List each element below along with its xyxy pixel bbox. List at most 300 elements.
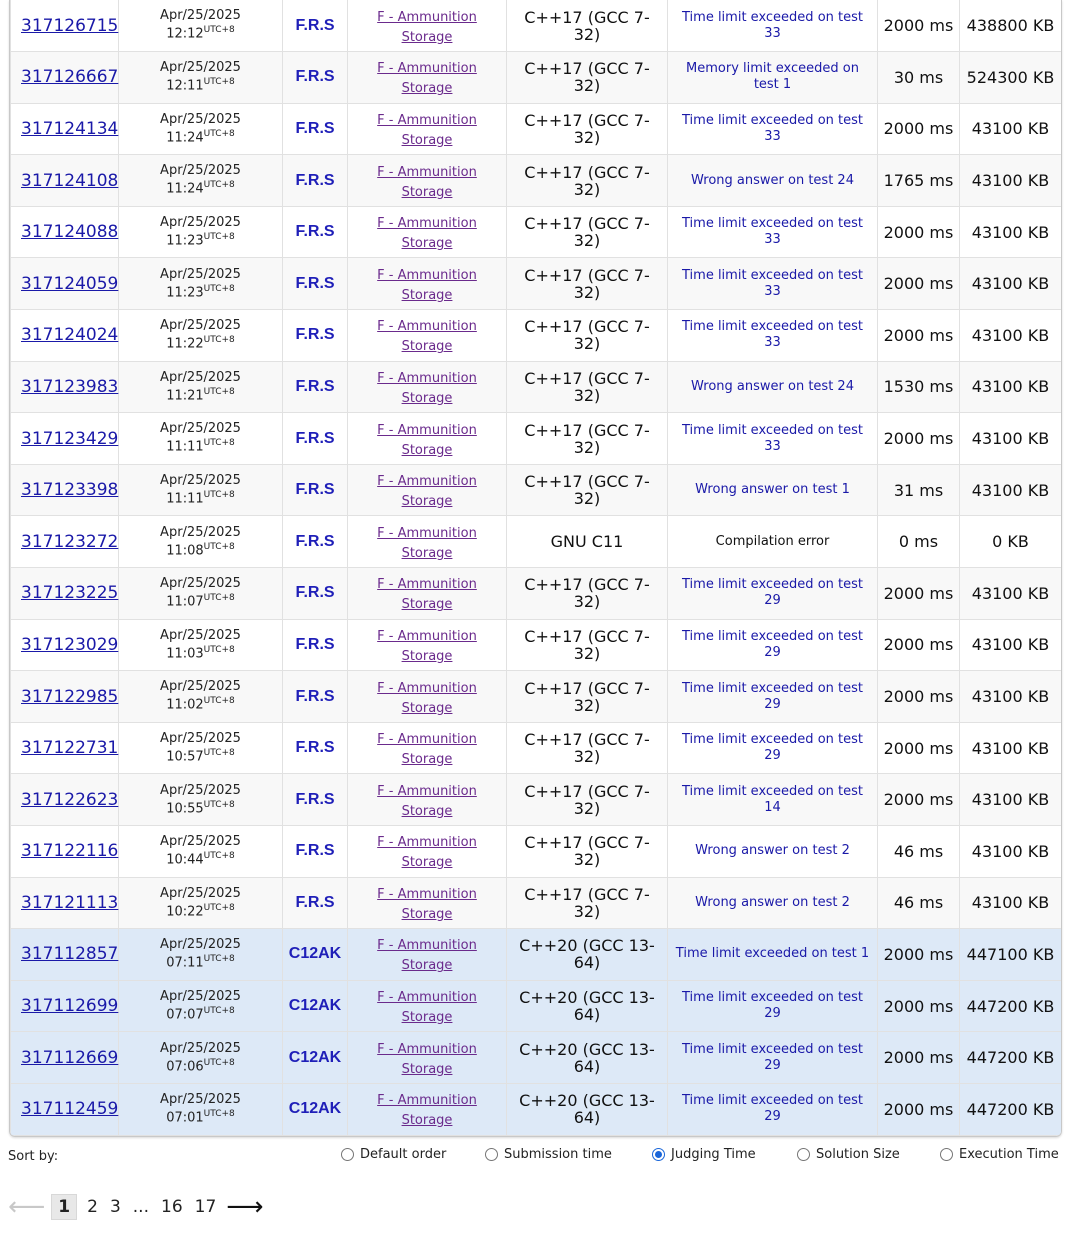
submission-id-cell: [11, 310, 119, 362]
submission-date: Apr/25/2025: [160, 421, 241, 437]
memory-used-value: 43100 KB: [971, 583, 1050, 603]
submission-id-link[interactable]: 317122985: [21, 686, 119, 707]
pagination-ellipsis: ...: [132, 1197, 149, 1217]
memory-used-cell: [960, 516, 1062, 568]
language-label: C++17 (GCC 7-32): [524, 110, 650, 147]
language-label: C++17 (GCC 7-32): [524, 472, 650, 509]
submission-id-link[interactable]: 317126715: [21, 15, 119, 36]
submissions-table: [10, 0, 1062, 1136]
verdict-cell: [668, 155, 878, 207]
time-used-value: 1765 ms: [883, 171, 954, 191]
time-used-cell: [878, 516, 960, 568]
submission-id-link[interactable]: 317122116: [21, 841, 119, 862]
memory-used-value: 43100 KB: [971, 222, 1050, 242]
memory-used-cell: [960, 568, 1062, 620]
submission-date: Apr/25/2025: [160, 524, 241, 540]
submission-time-cell: [119, 671, 283, 723]
memory-used-cell: [960, 52, 1062, 104]
verdict-label: Time limit exceeded on test 29: [682, 1041, 863, 1073]
problem-cell: [348, 516, 507, 568]
submission-row: [11, 310, 1062, 362]
submission-time-cell: [119, 568, 283, 620]
verdict-label: Time limit exceeded on test 33: [682, 422, 863, 454]
problem-link[interactable]: F - Ammunition Storage: [377, 422, 477, 458]
time-used-value: 1530 ms: [883, 377, 954, 397]
language-label: C++17 (GCC 7-32): [524, 678, 650, 715]
language-label: C++17 (GCC 7-32): [524, 7, 650, 44]
time-used-cell: [878, 568, 960, 620]
submission-clock: 11:07: [166, 594, 204, 610]
author-cell: [283, 1083, 348, 1135]
memory-used-value: 43100 KB: [971, 893, 1050, 913]
submission-clock: 11:11: [166, 491, 204, 507]
verdict-label: Time limit exceeded on test 29: [682, 628, 863, 660]
memory-used-value: 447200 KB: [966, 1099, 1055, 1119]
submission-id-cell: [11, 258, 119, 310]
author-cell: [283, 722, 348, 774]
verdict-label: Wrong answer on test 2: [695, 894, 850, 910]
memory-used-cell: [960, 155, 1062, 207]
problem-link[interactable]: F - Ammunition Storage: [377, 990, 477, 1026]
submission-row: [11, 206, 1062, 258]
submission-id-cell: [11, 826, 119, 878]
timezone-label: UTC+8: [203, 489, 235, 500]
submission-row: [11, 980, 1062, 1032]
memory-used-cell: [960, 929, 1062, 981]
author-cell: [283, 103, 348, 155]
author-cell: [283, 516, 348, 568]
verdict-label: Time limit exceeded on test 29: [682, 990, 863, 1022]
submission-id-cell: [11, 361, 119, 413]
language-cell: [507, 774, 668, 826]
problem-link[interactable]: F - Ammunition Storage: [377, 61, 477, 97]
language-cell: [507, 568, 668, 620]
sort-option-label: Judging Time: [671, 1147, 756, 1162]
language-cell: [507, 0, 668, 52]
submission-date: Apr/25/2025: [160, 627, 241, 643]
author-link[interactable]: F.R.S: [295, 377, 335, 395]
language-label: C++17 (GCC 7-32): [524, 420, 650, 457]
submission-time-cell: [119, 980, 283, 1032]
author-link[interactable]: F.R.S: [295, 790, 335, 808]
problem-link[interactable]: F - Ammunition Storage: [377, 216, 477, 252]
author-link[interactable]: F.R.S: [295, 687, 335, 705]
verdict-cell: [668, 826, 878, 878]
next-page-arrow-icon[interactable]: ⟶: [226, 1192, 264, 1222]
submissions-tbody: [11, 0, 1062, 1135]
verdict-cell: [668, 258, 878, 310]
submission-row: [11, 0, 1062, 52]
author-cell: [283, 258, 348, 310]
submission-date: Apr/25/2025: [160, 60, 241, 76]
time-used-cell: [878, 206, 960, 258]
submission-id-cell: [11, 516, 119, 568]
time-used-cell: [878, 464, 960, 516]
sort-option-execution-time[interactable]: [940, 1147, 1059, 1162]
problem-link[interactable]: F - Ammunition Storage: [377, 886, 477, 922]
timezone-label: UTC+8: [203, 747, 235, 758]
verdict-label: Time limit exceeded on test 33: [682, 319, 863, 351]
memory-used-value: 43100 KB: [971, 738, 1050, 758]
author-cell: [283, 310, 348, 362]
submission-date: Apr/25/2025: [160, 266, 241, 282]
verdict-label[interactable]: Compilation error: [715, 533, 830, 549]
time-used-cell: [878, 310, 960, 362]
page-1-current: 1: [51, 1194, 77, 1220]
submission-date: Apr/25/2025: [160, 8, 241, 24]
timezone-label: UTC+8: [203, 902, 235, 913]
page-17-link[interactable]: 17: [194, 1197, 217, 1217]
problem-link[interactable]: F - Ammunition Storage: [377, 1093, 477, 1129]
problem-link[interactable]: F - Ammunition Storage: [377, 319, 477, 355]
submission-id-cell: [11, 929, 119, 981]
submission-clock: 12:11: [166, 78, 204, 94]
radio-icon[interactable]: [797, 1148, 810, 1161]
page-16-link[interactable]: 16: [161, 1197, 183, 1217]
time-used-value: 2000 ms: [883, 687, 954, 707]
memory-used-value: 447100 KB: [966, 944, 1055, 964]
submissions-table-container: [9, 0, 1062, 1137]
language-label: C++17 (GCC 7-32): [524, 265, 650, 302]
author-link[interactable]: C12AK: [288, 945, 342, 963]
submission-clock: 11:21: [166, 388, 204, 404]
language-cell: [507, 52, 668, 104]
submission-id-link[interactable]: 317124134: [21, 118, 119, 139]
submission-id-link[interactable]: 317124088: [21, 222, 119, 243]
submission-id-link[interactable]: 317123983: [21, 376, 119, 397]
time-used-cell: [878, 619, 960, 671]
problem-link[interactable]: F - Ammunition Storage: [377, 525, 477, 561]
language-cell: [507, 671, 668, 723]
submission-id-link[interactable]: 317123429: [21, 428, 119, 449]
submission-row: [11, 671, 1062, 723]
author-cell: [283, 413, 348, 465]
submission-id-link[interactable]: 317112459: [21, 1099, 119, 1120]
author-link[interactable]: F.R.S: [295, 119, 335, 137]
time-used-cell: [878, 980, 960, 1032]
page-2-link[interactable]: 2: [87, 1197, 98, 1217]
language-label: C++17 (GCC 7-32): [524, 730, 650, 767]
author-link[interactable]: F.R.S: [295, 739, 335, 757]
language-label: C++17 (GCC 7-32): [524, 884, 650, 921]
timezone-label: UTC+8: [203, 232, 235, 242]
memory-used-cell: [960, 826, 1062, 878]
memory-used-value: 0 KB: [992, 532, 1029, 552]
verdict-label: Time limit exceeded on test 14: [682, 783, 863, 815]
memory-used-cell: [960, 1083, 1062, 1135]
submission-id-link[interactable]: 317112669: [21, 1047, 119, 1068]
time-used-value: 31 ms: [893, 480, 944, 500]
submission-date: Apr/25/2025: [160, 730, 241, 746]
submission-id-link[interactable]: 317123272: [21, 531, 119, 552]
problem-cell: [348, 826, 507, 878]
memory-used-value: 438800 KB: [966, 16, 1055, 36]
verdict-label: Time limit exceeded on test 29: [682, 577, 863, 609]
author-link[interactable]: F.R.S: [295, 223, 335, 241]
submission-id-cell: [11, 1083, 119, 1135]
submission-id-link[interactable]: 317124108: [21, 170, 119, 191]
author-link[interactable]: F.R.S: [295, 16, 335, 34]
sort-option-default-order[interactable]: [341, 1147, 446, 1162]
submission-time-cell: [119, 310, 283, 362]
submission-row: [11, 929, 1062, 981]
sort-option-label: Solution Size: [816, 1147, 900, 1162]
submission-id-cell: [11, 103, 119, 155]
submission-time-cell: [119, 206, 283, 258]
language-label: C++17 (GCC 7-32): [524, 368, 650, 405]
time-used-cell: [878, 929, 960, 981]
memory-used-cell: [960, 464, 1062, 516]
submission-clock: 07:11: [166, 955, 204, 971]
problem-link[interactable]: F - Ammunition Storage: [377, 783, 477, 819]
submission-date: Apr/25/2025: [160, 937, 241, 953]
memory-used-cell: [960, 0, 1062, 52]
submission-date: Apr/25/2025: [160, 163, 241, 179]
author-link[interactable]: F.R.S: [295, 584, 335, 602]
submission-row: [11, 826, 1062, 878]
submission-id-link[interactable]: 317124059: [21, 273, 119, 294]
submission-clock: 10:55: [166, 800, 204, 816]
author-cell: [283, 0, 348, 52]
submission-id-link[interactable]: 317123029: [21, 634, 119, 655]
time-used-cell: [878, 155, 960, 207]
author-link[interactable]: F.R.S: [295, 429, 335, 447]
verdict-cell: [668, 877, 878, 929]
submission-time-cell: [119, 103, 283, 155]
submission-date: Apr/25/2025: [160, 576, 241, 592]
verdict-cell: [668, 413, 878, 465]
timezone-label: UTC+8: [203, 25, 235, 36]
problem-link[interactable]: F - Ammunition Storage: [377, 370, 477, 406]
author-link[interactable]: F.R.S: [295, 842, 335, 860]
author-link[interactable]: F.R.S: [295, 893, 335, 911]
problem-cell: [348, 619, 507, 671]
problem-link[interactable]: F - Ammunition Storage: [377, 164, 477, 200]
memory-used-cell: [960, 1032, 1062, 1084]
verdict-label: Time limit exceeded on test 1: [675, 946, 870, 962]
submission-id-link[interactable]: 317121113: [21, 892, 119, 913]
submission-time-cell: [119, 155, 283, 207]
submission-id-cell: [11, 155, 119, 207]
timezone-label: UTC+8: [203, 593, 235, 604]
verdict-label: Time limit exceeded on test 33: [682, 216, 863, 248]
problem-link[interactable]: F - Ammunition Storage: [377, 732, 477, 768]
problem-cell: [348, 258, 507, 310]
sort-option-judging-time[interactable]: [652, 1147, 756, 1162]
submission-date: Apr/25/2025: [160, 782, 241, 798]
submission-date: Apr/25/2025: [160, 472, 241, 488]
problem-cell: [348, 980, 507, 1032]
time-used-value: 30 ms: [893, 67, 944, 87]
verdict-cell: [668, 1083, 878, 1135]
submission-id-link[interactable]: 317112857: [21, 944, 119, 965]
memory-used-cell: [960, 980, 1062, 1032]
author-cell: [283, 155, 348, 207]
verdict-label: Memory limit exceeded on test 1: [686, 61, 859, 93]
submission-id-link[interactable]: 317126667: [21, 67, 119, 88]
memory-used-value: 43100 KB: [971, 480, 1050, 500]
timezone-label: UTC+8: [203, 283, 235, 294]
author-link[interactable]: F.R.S: [295, 635, 335, 653]
memory-used-cell: [960, 361, 1062, 413]
submission-clock: 11:02: [166, 697, 204, 713]
author-link[interactable]: F.R.S: [295, 481, 335, 499]
language-cell: [507, 722, 668, 774]
author-cell: [283, 464, 348, 516]
verdict-cell: [668, 516, 878, 568]
problem-cell: [348, 464, 507, 516]
problem-link[interactable]: F - Ammunition Storage: [377, 628, 477, 664]
author-cell: [283, 826, 348, 878]
time-used-value: 0 ms: [898, 532, 939, 552]
submission-clock: 10:57: [166, 749, 204, 765]
language-cell: [507, 826, 668, 878]
time-used-cell: [878, 1032, 960, 1084]
language-label: C++17 (GCC 7-32): [524, 626, 650, 663]
author-cell: [283, 774, 348, 826]
memory-used-value: 43100 KB: [971, 171, 1050, 191]
author-link[interactable]: F.R.S: [295, 326, 335, 344]
author-link[interactable]: F.R.S: [295, 532, 335, 550]
submission-time-cell: [119, 361, 283, 413]
verdict-cell: [668, 464, 878, 516]
submission-clock: 10:22: [166, 904, 204, 920]
memory-used-cell: [960, 310, 1062, 362]
language-cell: [507, 980, 668, 1032]
problem-cell: [348, 310, 507, 362]
author-link[interactable]: C12AK: [288, 997, 342, 1015]
radio-icon[interactable]: [485, 1148, 498, 1161]
problem-cell: [348, 52, 507, 104]
sort-option-solution-size[interactable]: [797, 1147, 900, 1162]
language-cell: [507, 929, 668, 981]
time-used-cell: [878, 0, 960, 52]
language-cell: [507, 619, 668, 671]
language-cell: [507, 464, 668, 516]
sort-label: Sort by:: [8, 1149, 59, 1164]
radio-selected-icon[interactable]: [652, 1148, 665, 1161]
problem-cell: [348, 568, 507, 620]
submission-id-link[interactable]: 317112699: [21, 996, 119, 1017]
submission-id-cell: [11, 413, 119, 465]
submission-clock: 07:01: [166, 1110, 204, 1126]
timezone-label: UTC+8: [203, 799, 235, 810]
problem-link[interactable]: F - Ammunition Storage: [377, 680, 477, 716]
verdict-cell: [668, 103, 878, 155]
language-cell: [507, 258, 668, 310]
author-link[interactable]: F.R.S: [295, 68, 335, 86]
submission-time-cell: [119, 929, 283, 981]
language-label: GNU C11: [550, 532, 624, 552]
author-link[interactable]: F.R.S: [295, 171, 335, 189]
time-used-cell: [878, 774, 960, 826]
problem-cell: [348, 1083, 507, 1135]
problem-cell: [348, 877, 507, 929]
problem-link[interactable]: F - Ammunition Storage: [377, 474, 477, 510]
submission-clock: 11:22: [166, 336, 204, 352]
submission-id-link[interactable]: 317123225: [21, 583, 119, 604]
author-link[interactable]: C12AK: [288, 1048, 342, 1066]
submission-time-cell: [119, 52, 283, 104]
submission-row: [11, 155, 1062, 207]
author-cell: [283, 1032, 348, 1084]
problem-link[interactable]: F - Ammunition Storage: [377, 938, 477, 974]
author-link[interactable]: C12AK: [288, 1100, 342, 1118]
timezone-label: UTC+8: [203, 1005, 235, 1016]
submission-id-cell: [11, 619, 119, 671]
submission-id-link[interactable]: 317122731: [21, 738, 119, 759]
submission-id-link[interactable]: 317124024: [21, 325, 119, 346]
language-cell: [507, 877, 668, 929]
time-used-value: 2000 ms: [883, 996, 954, 1016]
submission-id-cell: [11, 980, 119, 1032]
language-cell: [507, 413, 668, 465]
submission-date: Apr/25/2025: [160, 1092, 241, 1108]
problem-link[interactable]: F - Ammunition Storage: [377, 835, 477, 871]
sort-option-submission-time[interactable]: [485, 1147, 612, 1162]
problem-cell: [348, 361, 507, 413]
language-cell: [507, 516, 668, 568]
time-used-cell: [878, 722, 960, 774]
time-used-cell: [878, 413, 960, 465]
memory-used-value: 43100 KB: [971, 325, 1050, 345]
memory-used-cell: [960, 619, 1062, 671]
pagination: [8, 1192, 264, 1222]
memory-used-cell: [960, 877, 1062, 929]
problem-link[interactable]: F - Ammunition Storage: [377, 577, 477, 613]
submission-row: [11, 1083, 1062, 1135]
time-used-value: 2000 ms: [883, 1048, 954, 1068]
author-link[interactable]: F.R.S: [295, 274, 335, 292]
verdict-label: Wrong answer on test 24: [691, 378, 854, 394]
timezone-label: UTC+8: [203, 1109, 235, 1120]
radio-icon[interactable]: [341, 1148, 354, 1161]
sort-option-label: Execution Time: [959, 1147, 1059, 1162]
time-used-value: 2000 ms: [883, 583, 954, 603]
verdict-label: Wrong answer on test 24: [691, 172, 854, 188]
language-label: C++17 (GCC 7-32): [524, 162, 650, 199]
memory-used-value: 43100 KB: [971, 119, 1050, 139]
memory-used-cell: [960, 413, 1062, 465]
memory-used-value: 43100 KB: [971, 429, 1050, 449]
problem-link[interactable]: F - Ammunition Storage: [377, 1041, 477, 1077]
submission-time-cell: [119, 722, 283, 774]
language-cell: [507, 206, 668, 258]
submission-id-cell: [11, 206, 119, 258]
language-cell: [507, 1083, 668, 1135]
time-used-cell: [878, 103, 960, 155]
problem-link[interactable]: F - Ammunition Storage: [377, 112, 477, 148]
timezone-label: UTC+8: [203, 851, 235, 862]
problem-cell: [348, 103, 507, 155]
problem-link[interactable]: F - Ammunition Storage: [377, 267, 477, 303]
submission-id-link[interactable]: 317123398: [21, 480, 119, 501]
memory-used-value: 447200 KB: [966, 1048, 1055, 1068]
radio-icon[interactable]: [940, 1148, 953, 1161]
verdict-label: Time limit exceeded on test 29: [682, 1093, 863, 1125]
time-used-value: 2000 ms: [883, 16, 954, 36]
submission-row: [11, 361, 1062, 413]
language-cell: [507, 155, 668, 207]
page-3-link[interactable]: 3: [109, 1197, 121, 1217]
verdict-cell: [668, 774, 878, 826]
submission-clock: 11:23: [166, 284, 204, 300]
time-used-cell: [878, 1083, 960, 1135]
problem-link[interactable]: F - Ammunition Storage: [377, 9, 477, 45]
submission-id-cell: [11, 568, 119, 620]
submission-id-link[interactable]: 317122623: [21, 789, 119, 810]
verdict-cell: [668, 0, 878, 52]
